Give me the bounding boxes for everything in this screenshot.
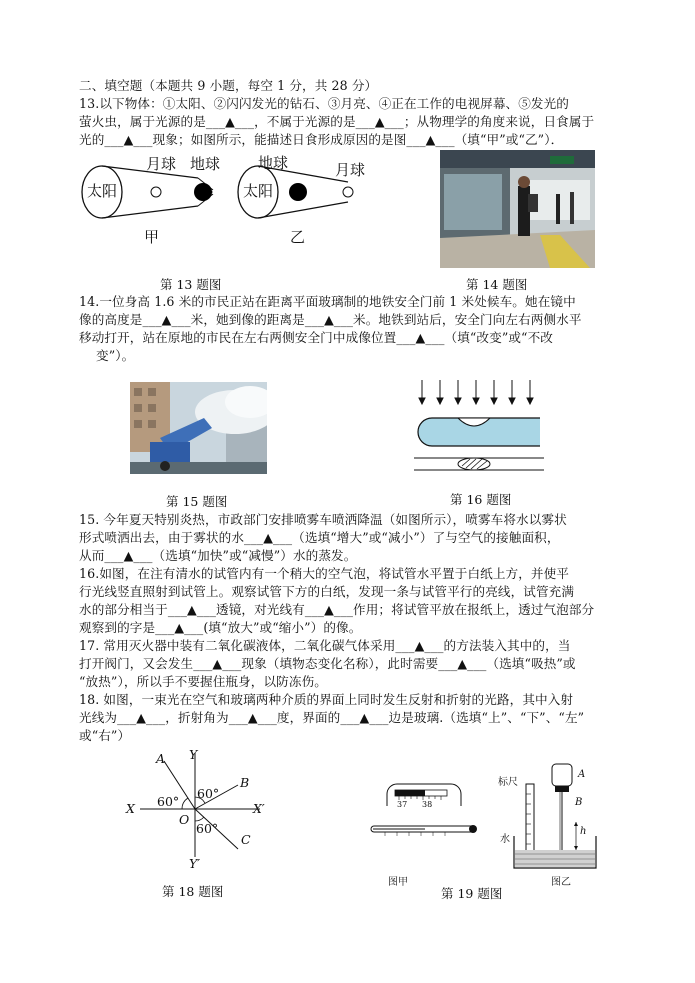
fig13-yi-label: 乙 xyxy=(290,228,306,246)
q16-line-3: 水的部分相当于___▲___透镜，对光线有___▲___作用；将试管平放在报纸上，透过气泡部分 xyxy=(79,602,595,617)
fig14-caption: 第 14 题图 xyxy=(466,277,528,292)
fig18-label-O: O xyxy=(179,812,190,827)
q18-line-1: 18. 如图，一束光在空气和玻璃两种介质的界面上同时发生反射和折射的光路，其中入射 xyxy=(79,692,574,707)
q13-line-3: 光的___▲___现象；如图所示，能描述日食形成原因的是图___▲___（填“甲”或“乙”）． xyxy=(79,132,564,147)
q17-line-3: “放热”），所以手不要握住瓶身，以防冻伤。 xyxy=(79,674,327,689)
fig19-tick-37: 37 xyxy=(397,800,408,809)
fig18-label-B: B xyxy=(240,775,250,790)
fig18-label-X: X xyxy=(126,801,135,816)
q17-line-1: 17. 常用灭火器中装有二氧化碳液体，二氧化碳气体采用___▲___的方法装入其中的，当 xyxy=(79,638,571,653)
fig15-caption: 第 15 题图 xyxy=(166,494,228,509)
fig13-jia-label: 甲 xyxy=(144,228,160,246)
q14-line-4: 变”）。 xyxy=(96,348,135,363)
fig16-caption: 第 16 题图 xyxy=(450,492,512,507)
q15-line-1: 15. 今年夏天特别炎热，市政部门安排喷雾车喷洒降温（如图所示），喷雾车将水以雾状 xyxy=(79,512,567,527)
q16-line-1: 16.如图，在注有清水的试管内有一个稍大的空气泡，将试管水平置于白纸上方，并使平 xyxy=(79,566,569,581)
fig19-thermometer-diagram xyxy=(365,776,485,856)
fig13-sun-label-1: 太阳 xyxy=(87,182,118,200)
fig18-label-C: C xyxy=(241,832,251,847)
fig18-caption: 第 18 题图 xyxy=(162,884,224,899)
fig19-water-label: 水 xyxy=(500,834,510,845)
q13-line-2: 萤火虫，属于光源的是___▲___，不属于光源的是___▲___；从物理学的角度来说，日食属于 xyxy=(79,114,595,129)
fig18-label-Y: Y xyxy=(189,747,198,762)
fig13-sun-label-2: 太阳 xyxy=(243,182,274,200)
q18-line-2: 光线为___▲___，折射角为___▲___度，界面的___▲___边是玻璃.（选填“上”、“下”、“左” xyxy=(79,710,585,725)
fig19-ruler-label: 标尺 xyxy=(498,777,518,788)
fig18-label-Xp: X′ xyxy=(253,801,265,816)
q14-line-3: 移动打开，站在原地的市民在左右两侧安全门中成像位置___▲___（填“改变”或“不改 xyxy=(79,330,553,345)
fig13-earth-label-1: 地球 xyxy=(190,155,221,173)
q14-line-2: 像的高度是___▲___米，她到像的距离是___▲___米。地铁到站后，安全门向左右两侧水平 xyxy=(79,312,582,327)
q14-line-1: 14.一位身高 1.6 米的市民正站在距离平面玻璃制的地铁安全门前 1 米处候车。她在镜中 xyxy=(79,294,576,309)
fig16-test-tube-diagram xyxy=(410,378,550,483)
fig13-caption: 第 13 题图 xyxy=(160,277,222,292)
fig19-label-A: A xyxy=(578,769,586,780)
q16-line-2: 行光线竖直照射到试管上。观察试管下方的白纸，发现一条与试管平行的亮线，试管充满 xyxy=(79,584,575,599)
fig13-earth-label-2: 地球 xyxy=(258,154,289,172)
section-heading: 二、填空题（本题共 9 小题，每空 1 分，共 28 分） xyxy=(79,78,378,93)
fig19-yi-label: 图乙 xyxy=(551,877,571,888)
fig18-label-angle-1: 60° xyxy=(157,794,180,809)
fig18-label-angle-2: 60° xyxy=(197,786,220,801)
fig19-tick-38: 38 xyxy=(422,800,433,809)
fig19-label-B: B xyxy=(575,797,583,808)
fig18-label-A: A xyxy=(156,751,166,766)
fig13-moon-label-2: 月球 xyxy=(335,161,366,179)
fig18-label-angle-3: 60° xyxy=(196,821,219,836)
q16-line-4: 观察到的字是___▲___(填“放大”或“缩小”）的像。 xyxy=(79,620,362,635)
q15-line-2: 形式喷洒出去，由于雾状的水___▲___（选填“增大”或“减小”）了与空气的接触面积， xyxy=(79,530,560,545)
q17-line-2: 打开阀门，又会发生___▲___现象（填物态变化名称），此时需要___▲___（选填“吸热”或 xyxy=(79,656,576,671)
fig19-jia-label: 图甲 xyxy=(388,877,408,888)
q15-line-3: 从而___▲___（选填“加快”或“减慢”）水的蒸发。 xyxy=(79,548,357,563)
fig13-moon-label-1: 月球 xyxy=(146,155,177,173)
fig14-subway-photo xyxy=(440,150,595,268)
fig19-caption: 第 19 题图 xyxy=(441,886,503,901)
q18-line-3: 或“右”） xyxy=(79,728,131,743)
fig18-label-Yp: Y′ xyxy=(189,856,201,871)
fig19-label-h: h xyxy=(580,826,587,837)
q13-line-1: 13.以下物体：①太阳、②闪闪发光的钻石、③月亮、④正在工作的电视屏幕、⑤发光的 xyxy=(79,96,569,111)
fig15-spray-truck-photo xyxy=(130,382,267,474)
